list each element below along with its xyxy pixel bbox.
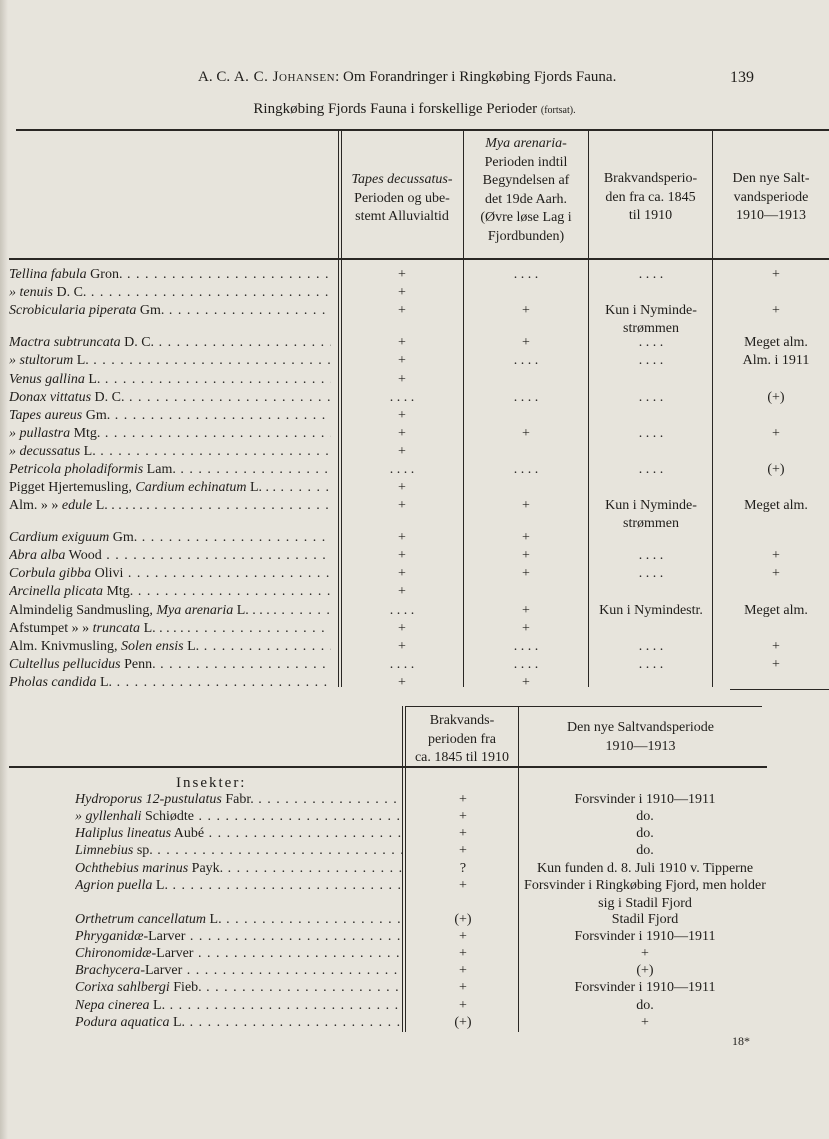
cell-c3: . . . .	[638, 335, 664, 350]
species-name	[9, 371, 331, 389]
cell-brakvand: +	[459, 809, 467, 824]
species-latin: Petricola pholadiformis	[9, 462, 144, 477]
species-author: L.	[80, 444, 96, 459]
header-line: Perioden indtil	[484, 154, 568, 170]
species-name	[9, 334, 331, 352]
header-line: til 1910	[628, 208, 673, 223]
cell-c1: +	[398, 621, 406, 636]
species-name	[75, 860, 403, 878]
header-line: (Øvre løse Lag i	[480, 210, 572, 225]
species-name	[75, 791, 403, 809]
cell-saltvand: do.	[636, 843, 654, 858]
cell-saltvand: do.	[636, 826, 654, 841]
header-line: Den nye Salt-	[732, 171, 810, 186]
table2-header-rule	[9, 766, 767, 768]
running-head-line: A. C. A. C. Johansen: Om Forandringer i Ringkøbing Fjords Fauna.	[198, 69, 617, 85]
table1-header-col4	[713, 170, 829, 226]
species-author: sp.	[133, 843, 153, 858]
cell-c4: +	[772, 303, 780, 318]
species-author: L. . . . .	[233, 603, 277, 618]
cell-saltvand: Forsvinder i 1910—1911	[574, 929, 716, 944]
species-latin: Ochthebius marinus	[75, 861, 189, 876]
species-author: Gron.	[86, 267, 123, 282]
cell-c3: . . . .	[638, 390, 664, 405]
cell-c3: . . . .	[638, 639, 664, 654]
species-latin: Podura aquatica	[75, 1015, 170, 1030]
species-name	[75, 808, 403, 826]
species-author: Mtg.	[70, 426, 101, 441]
header-line: ca. 1845 til 1910	[414, 750, 510, 765]
author-name: A. C. Johansen	[233, 69, 336, 85]
species-latin: » pullastra	[9, 426, 71, 441]
species-author: Wood	[65, 548, 102, 563]
cell-saltvand: +	[641, 1015, 649, 1030]
species-name	[75, 945, 403, 963]
header-line: perioden fra	[427, 731, 497, 747]
species-common: Pigget Hjertemusling,	[9, 480, 136, 495]
species-name	[9, 602, 331, 620]
species-name	[75, 911, 403, 929]
species-latin: Haliplus lineatus	[75, 826, 172, 841]
cell-c1: +	[398, 285, 406, 300]
species-latin: Solen ensis	[121, 639, 184, 654]
section-title: Insekter:	[176, 775, 247, 791]
page-edge	[0, 0, 8, 1139]
species-latin: Scrobicularia piperata	[9, 303, 137, 318]
cell-c2: +	[522, 548, 530, 563]
header-line: vandsperiode	[733, 189, 809, 205]
cell-c3: . . . .	[638, 566, 664, 581]
cell-c1: +	[398, 498, 406, 513]
header-line: Brakvandsperio-	[603, 171, 698, 186]
species-name	[9, 425, 331, 443]
species-author: D. C.	[91, 390, 125, 405]
header-line: det 19de Aarh.	[484, 191, 568, 207]
cell-c3: Kun i Nymindestr.	[599, 603, 703, 618]
cell-c2: +	[522, 603, 530, 618]
cell-saltvand: do.	[636, 809, 654, 824]
header-line: 1910—1913	[736, 208, 806, 223]
header-line: Fjordbunden)	[487, 228, 565, 244]
cell-c2: +	[522, 675, 530, 690]
species-author: Gm.	[82, 408, 111, 423]
species-latin: Arcinella plicata	[9, 584, 103, 599]
species-author: Fabr.	[221, 792, 254, 807]
cell-c1: +	[398, 372, 406, 387]
species-name	[75, 1014, 403, 1032]
species-common: Alm. » »	[9, 498, 62, 513]
species-common: Almindelig Sandmusling,	[9, 603, 157, 618]
cell-c4: Meget alm.	[744, 498, 808, 513]
species-name	[9, 407, 331, 425]
cell-c2: +	[522, 566, 530, 581]
cell-saltvand: Forsvinder i Ringkøbing Fjord, men holder sig i Stadil Fjord	[524, 878, 766, 911]
species-latin: Corbula gibba	[9, 566, 92, 581]
cell-c1: +	[398, 335, 406, 350]
species-author: L.	[206, 912, 222, 927]
cell-c1: +	[398, 548, 406, 563]
cell-c1: +	[398, 566, 406, 581]
species-name	[9, 638, 331, 656]
species-latin: Cultellus pellucidus	[9, 657, 121, 672]
species-name	[9, 674, 331, 692]
species-latin: Limnebius	[75, 843, 134, 858]
species-latin: Mactra subtruncata	[9, 335, 121, 350]
species-name	[75, 928, 403, 946]
species-latin: » gyllenhali	[75, 809, 142, 824]
table-title-text: Ringkøbing Fjords Fauna i forskellige Perioder	[253, 101, 538, 117]
table2-top-rule	[406, 706, 762, 707]
species-author: L. . . . . .	[140, 621, 191, 636]
species-name	[9, 547, 331, 565]
species-author: D. C.	[120, 335, 155, 350]
species-name	[9, 389, 331, 407]
species-name	[9, 583, 331, 601]
species-name	[9, 479, 331, 497]
cell-c3: . . . .	[638, 267, 664, 282]
cell-c1: +	[398, 530, 406, 545]
species-author: -Larver	[151, 946, 194, 961]
cell-c2: . . . .	[513, 390, 539, 405]
species-name	[9, 266, 331, 284]
species-latin: Pholas candida	[9, 675, 97, 690]
header-line: den fra ca. 1845	[605, 189, 696, 205]
species-latin: Orthetrum cancellatum	[75, 912, 207, 927]
table-title	[0, 101, 829, 118]
species-latin: Brachycera	[75, 963, 141, 978]
cell-c1: . . . .	[389, 462, 415, 477]
cell-brakvand: +	[459, 929, 467, 944]
cell-brakvand: +	[459, 843, 467, 858]
cell-c2: . . . .	[513, 267, 539, 282]
cell-saltvand: +	[641, 946, 649, 961]
cell-c1: +	[398, 480, 406, 495]
table-title-cont: (fortsat).	[540, 105, 576, 116]
species-name	[75, 962, 403, 980]
species-author: Gm.	[136, 303, 165, 318]
cell-saltvand: Forsvinder i 1910—1911	[574, 980, 716, 995]
cell-brakvand: +	[459, 963, 467, 978]
species-latin: » stultorum	[9, 353, 74, 368]
species-author: Payk.	[188, 861, 224, 876]
species-latin: » decussatus	[9, 444, 81, 459]
species-latin: Corixa sahlbergi	[75, 980, 170, 995]
species-name	[75, 979, 403, 997]
cell-brakvand: +	[459, 980, 467, 995]
species-latin: Mya arenaria	[156, 603, 234, 618]
species-author: L.	[169, 1015, 186, 1030]
species-author: -Larver	[140, 963, 183, 978]
header-line: 1910—1913	[605, 738, 676, 754]
cell-c1: . . . .	[389, 603, 415, 618]
cell-c2: . . . .	[513, 462, 539, 477]
species-author: Fieb.	[169, 980, 202, 995]
species-author: L. . .	[246, 480, 277, 495]
cell-c4: +	[772, 267, 780, 282]
cell-c3: Kun i Nyminde-strømmen	[605, 498, 697, 531]
cell-c2: +	[522, 530, 530, 545]
cell-c4: (+)	[767, 462, 785, 477]
cell-c3: . . . .	[638, 426, 664, 441]
running-head-title: Om Forandringer i Ringkøbing Fjords Fauna.	[343, 69, 617, 85]
species-latin: truncata	[92, 621, 141, 636]
cell-saltvand: do.	[636, 998, 654, 1013]
species-latin: edule	[61, 498, 93, 513]
species-latin: Venus gallina	[9, 372, 85, 387]
species-name	[9, 620, 331, 638]
table1-header-col1	[342, 171, 462, 227]
cell-c4: +	[772, 548, 780, 563]
page-number: 139	[730, 69, 754, 86]
cell-brakvand: ?	[459, 861, 467, 876]
species-latin: Abra alba	[9, 548, 66, 563]
header-line: Den nye Saltvandsperiode	[567, 720, 714, 735]
cell-brakvand: +	[459, 998, 467, 1013]
species-author: L.	[73, 353, 89, 368]
species-author: Schiødte	[141, 809, 194, 824]
cell-c4: Meget alm.	[744, 335, 808, 350]
table1-bottom-rule	[730, 689, 829, 690]
species-name	[9, 284, 331, 302]
cell-c1: . . . .	[389, 657, 415, 672]
species-name	[9, 443, 331, 461]
cell-c1: +	[398, 584, 406, 599]
cell-c2: +	[522, 498, 530, 513]
cell-brakvand: (+)	[454, 1015, 472, 1030]
cell-saltvand: Forsvinder i 1910—1911	[574, 792, 716, 807]
table1-top-rule	[16, 129, 829, 131]
species-latin: Hydroporus 12-pustulatus	[75, 792, 222, 807]
header-line: Mya arenaria-	[485, 136, 567, 151]
cell-c3: . . . .	[638, 353, 664, 368]
cell-c3: . . . .	[638, 548, 664, 563]
header-line: Perioden og ube-	[354, 190, 450, 206]
species-latin: Nepa cinerea	[75, 998, 150, 1013]
species-author: L.	[183, 639, 200, 654]
species-author: Gm.	[109, 530, 138, 545]
cell-c4: Alm. i 1911	[742, 353, 810, 368]
species-author: L.	[84, 372, 101, 387]
species-latin: Tapes aureus	[9, 408, 83, 423]
cell-c2: . . . .	[513, 657, 539, 672]
species-latin: Agrion puella	[75, 878, 153, 893]
cell-c1: +	[398, 675, 406, 690]
species-latin: Chironomidæ	[75, 946, 152, 961]
cell-c1: +	[398, 408, 406, 423]
species-author: Mtg.	[102, 584, 134, 599]
species-author: L.	[149, 998, 166, 1013]
cell-c2: +	[522, 426, 530, 441]
species-author: L.	[96, 675, 113, 690]
header-line: Tapes decussatus-	[351, 172, 453, 187]
species-author: L. . . . . . .	[92, 498, 150, 513]
cell-brakvand: +	[459, 878, 467, 893]
species-latin: Tellina fabula	[9, 267, 87, 282]
cell-c1: +	[398, 444, 406, 459]
cell-c1: +	[398, 303, 406, 318]
species-name	[9, 656, 331, 674]
cell-c1: +	[398, 426, 406, 441]
cell-saltvand: (+)	[636, 963, 654, 978]
cell-c2: . . . .	[513, 353, 539, 368]
table1-col-rule	[338, 131, 339, 687]
cell-c4: +	[772, 657, 780, 672]
signature-mark: 18*	[732, 1034, 750, 1048]
cell-c1: +	[398, 353, 406, 368]
header-line: stemt Alluvialtid	[355, 209, 449, 224]
cell-saltvand: Kun funden d. 8. Juli 1910 v. Tipperne	[536, 861, 754, 876]
table1-header-col2	[464, 135, 588, 246]
species-author: Penn.	[120, 657, 156, 672]
cell-brakvand: (+)	[454, 912, 472, 927]
species-name	[9, 497, 331, 515]
cell-c2: +	[522, 335, 530, 350]
cell-c3: Kun i Nyminde-strømmen	[605, 303, 697, 336]
species-common: Alm. Knivmusling,	[9, 639, 122, 654]
species-latin: Phryganidæ	[75, 929, 144, 944]
cell-c3: . . . .	[638, 657, 664, 672]
species-name	[9, 565, 331, 583]
table2-header-col1	[406, 712, 518, 768]
species-common: Afstumpet » »	[9, 621, 93, 636]
cell-c4: +	[772, 639, 780, 654]
species-author: Olivi	[91, 566, 124, 581]
cell-brakvand: +	[459, 792, 467, 807]
species-author: D. C.	[52, 285, 87, 300]
cell-c2: +	[522, 303, 530, 318]
species-latin: Donax vittatus	[9, 390, 92, 405]
species-name	[9, 352, 331, 370]
cell-c1: +	[398, 267, 406, 282]
species-name	[75, 825, 403, 843]
header-line: Brakvands-	[429, 713, 495, 728]
species-name	[9, 529, 331, 547]
cell-c4: +	[772, 566, 780, 581]
species-author: -Larver	[143, 929, 186, 944]
cell-saltvand: Stadil Fjord	[611, 912, 679, 927]
species-latin: Cardium exiguum	[9, 530, 110, 545]
species-latin: » tenuis	[9, 285, 53, 300]
cell-c2: +	[522, 621, 530, 636]
species-name	[75, 842, 403, 860]
cell-brakvand: +	[459, 946, 467, 961]
species-latin: Cardium echinatum	[135, 480, 247, 495]
table2-header-col2	[519, 719, 762, 756]
table1-header-rule	[9, 258, 829, 260]
species-author: Lam.	[143, 462, 176, 477]
table1-header-col3	[589, 170, 712, 226]
cell-c2: . . . .	[513, 639, 539, 654]
species-author: Aubé	[171, 826, 205, 841]
header-line: Begyndelsen af	[482, 173, 570, 188]
cell-c4: Meget alm.	[744, 603, 808, 618]
species-name	[9, 461, 331, 479]
cell-c4: +	[772, 426, 780, 441]
species-name	[75, 997, 403, 1015]
cell-c1: . . . .	[389, 390, 415, 405]
cell-brakvand: +	[459, 826, 467, 841]
species-name	[75, 877, 403, 895]
species-author: L.	[152, 878, 168, 893]
cell-c4: (+)	[767, 390, 785, 405]
cell-c3: . . . .	[638, 462, 664, 477]
cell-c1: +	[398, 639, 406, 654]
species-name	[9, 302, 331, 320]
